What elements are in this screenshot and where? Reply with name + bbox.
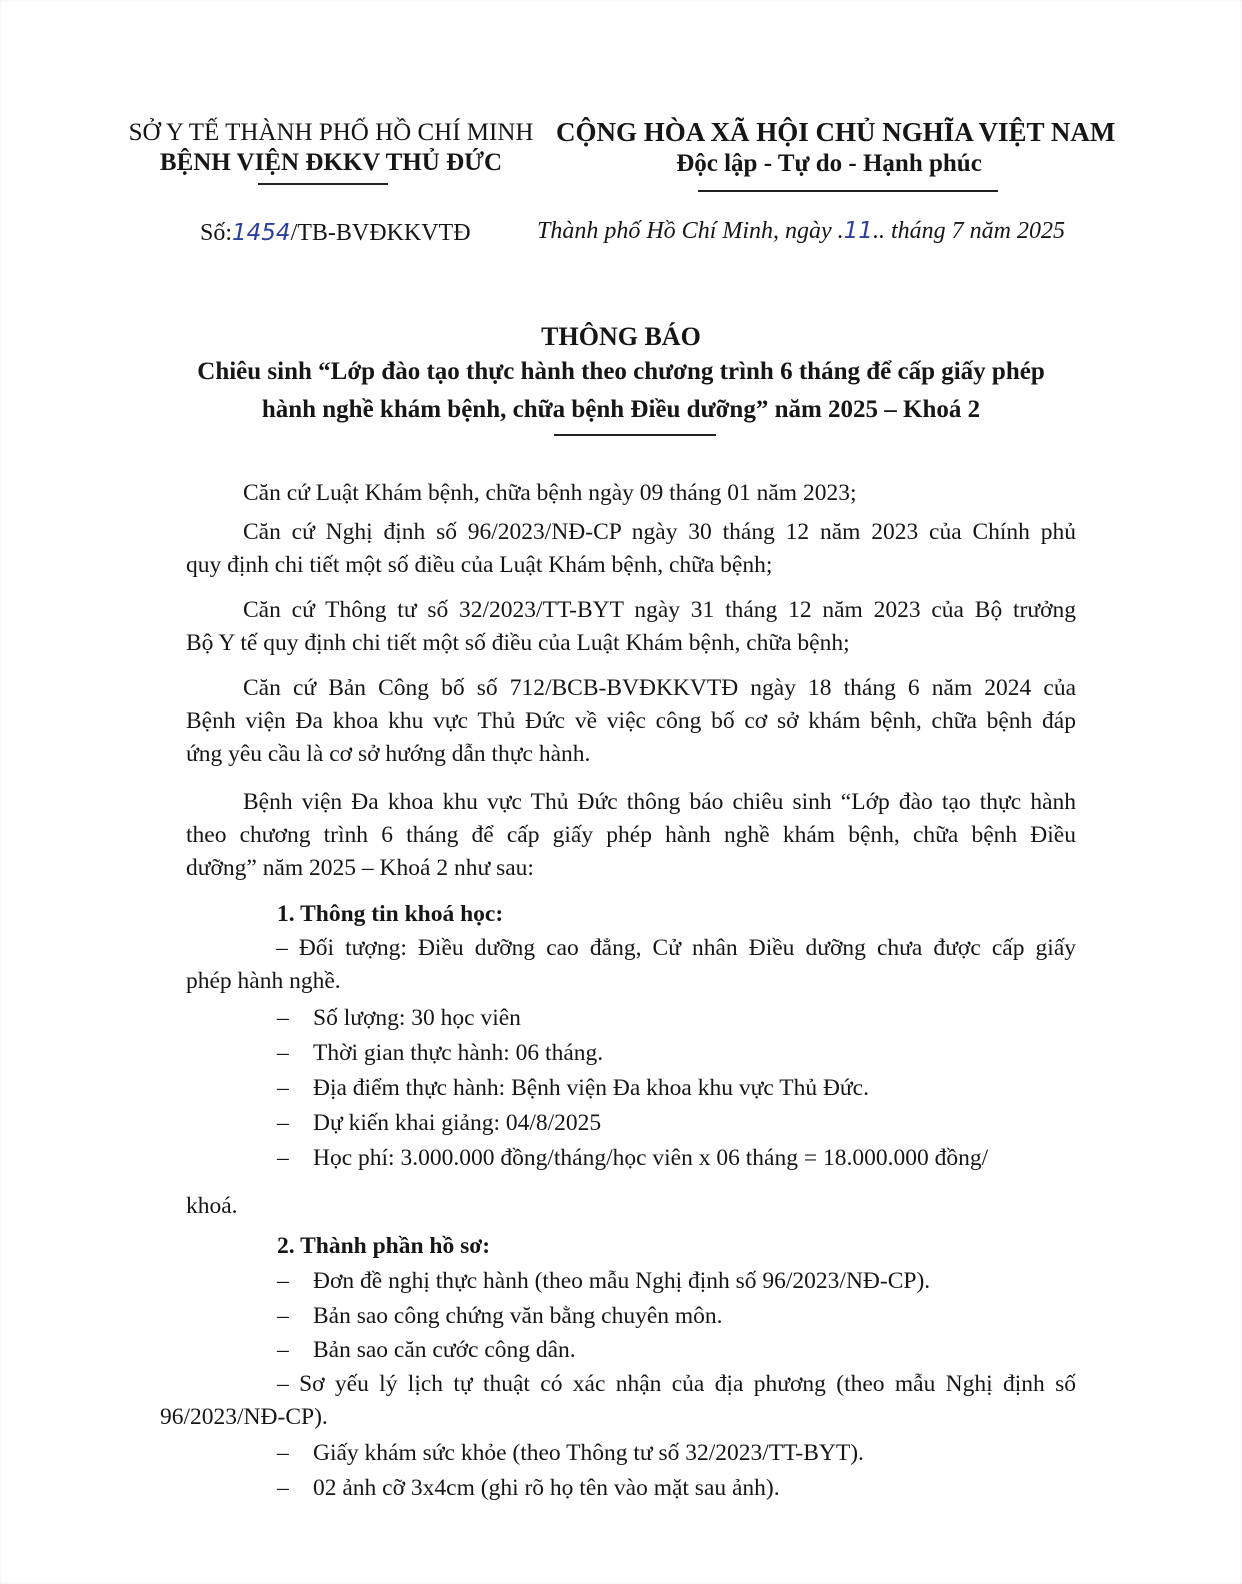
header-parent-agency: SỞ Y TẾ THÀNH PHỐ HỒ CHÍ MINH	[128, 119, 534, 146]
bullet-dash: –	[277, 1268, 289, 1294]
section1-target	[186, 932, 1076, 998]
header-hospital-name: BỆNH VIỆN ĐKKV THỦ ĐỨC	[159, 149, 503, 176]
section2-resume-line1: – Sơ yếu lý lịch tự thuật có xác nhận của địa phương (theo mẫu Nghị định số	[277, 1371, 1076, 1397]
section1-location	[277, 1072, 869, 1105]
section2-health-certificate	[277, 1437, 864, 1470]
notice-heading: THÔNG BÁO	[541, 322, 701, 351]
legal-basis-4	[186, 672, 1076, 771]
header-motto: Độc lập - Tự do - Hạnh phúc	[676, 150, 982, 177]
section2-resume-line2: 96/2023/NĐ-CP).	[160, 1404, 328, 1430]
bullet-dash: –	[277, 1075, 289, 1101]
header-country-name: CỘNG HÒA XÃ HỘI CHỦ NGHĨA VIỆT NAM	[556, 117, 1116, 147]
header-left-rule	[258, 183, 388, 185]
legal-basis-2-line2: quy định chi tiết một số điều của Luật Khám bệnh, chữa bệnh;	[186, 552, 773, 578]
start-date-text: Dự kiến khai giảng: 04/8/2025	[313, 1110, 602, 1136]
bullet-dash: –	[277, 1475, 289, 1501]
number-prefix: Số:	[200, 220, 233, 246]
legal-basis-3-line1: Căn cứ Thông tư số 32/2023/TT-BYT ngày 31 tháng 12 năm 2023 của Bộ trưởng	[243, 597, 1076, 623]
legal-basis-4-line1: Căn cứ Bản Công bố số 712/BCB-BVĐKKVTĐ ngày 18 tháng 6 năm 2024 của	[243, 675, 1076, 701]
title-rule	[554, 434, 716, 436]
header-national	[556, 116, 1116, 180]
section2-diploma-copy	[277, 1300, 723, 1333]
date-suffix: .. tháng 7 năm 2025	[872, 218, 1065, 244]
section1-duration	[277, 1037, 603, 1070]
health-certificate-text: Giấy khám sức khỏe (theo Thông tư số 32/2023/TT-BYT).	[313, 1440, 864, 1466]
subtitle-line1-text: Chiêu sinh “Lớp đào tạo thực hành theo chương trình 6 tháng để cấp giấy phép	[197, 358, 1045, 385]
legal-basis-2-line1: Căn cứ Nghị định số 96/2023/NĐ-CP ngày 30 tháng 12 năm 2023 của Chính phủ	[243, 519, 1076, 545]
header-agency	[126, 118, 536, 178]
handwritten-day: 11	[843, 218, 873, 244]
legal-basis-2	[186, 516, 1076, 582]
number-suffix: /TB-BVĐKKVTĐ	[290, 220, 471, 246]
section1-quantity	[277, 1002, 521, 1035]
announcement-line3: dưỡng” năm 2025 – Khoá 2 như sau:	[186, 855, 534, 881]
quantity-text: Số lượng: 30 học viên	[313, 1005, 521, 1031]
legal-basis-4-line3: ứng yêu cầu là cơ sở hướng dẫn thực hành.	[186, 741, 591, 767]
document-date	[537, 216, 1065, 246]
bullet-dash: –	[277, 1145, 289, 1171]
document-number	[200, 218, 471, 248]
header-right-rule	[698, 190, 998, 192]
diploma-copy-text: Bản sao công chứng văn bằng chuyên môn.	[313, 1303, 723, 1329]
bullet-dash: –	[277, 1040, 289, 1066]
duration-text: Thời gian thực hành: 06 tháng.	[313, 1040, 604, 1066]
id-copy-text: Bản sao căn cước công dân.	[313, 1337, 576, 1363]
legal-basis-3-line2: Bộ Y tế quy định chi tiết một số điều của Luật Khám bệnh, chữa bệnh;	[186, 630, 850, 656]
section2-resume	[160, 1368, 1076, 1434]
location-text: Địa điểm thực hành: Bệnh viện Đa khoa khu vực Thủ Đức.	[313, 1075, 869, 1101]
section1-start-date	[277, 1107, 601, 1140]
section1-tuition	[277, 1142, 988, 1175]
handwritten-number: 1454	[232, 220, 291, 246]
photos-text: 02 ảnh cỡ 3x4cm (ghi rõ họ tên vào mặt sau ảnh).	[313, 1475, 780, 1501]
application-form-text: Đơn đề nghị thực hành (theo mẫu Nghị định số 96/2023/NĐ-CP).	[313, 1268, 931, 1294]
date-prefix: Thành phố Hồ Chí Minh, ngày .	[537, 218, 844, 244]
section1-heading: 1. Thông tin khoá học:	[277, 901, 504, 927]
section1-target-line2: phép hành nghề.	[186, 968, 341, 994]
bullet-dash: –	[277, 1303, 289, 1329]
legal-basis-1: Căn cứ Luật Khám bệnh, chữa bệnh ngày 09 tháng 01 năm 2023;	[243, 480, 857, 506]
legal-basis-4-line2: Bệnh viện Đa khoa khu vực Thủ Đức về việc công bố cơ sở khám bệnh, chữa bệnh đáp	[186, 708, 1076, 734]
bullet-dash: –	[277, 1440, 289, 1466]
section1-target-line1: – Đối tượng: Điều dưỡng cao đẳng, Cử nhân Điều dưỡng chưa được cấp giấy	[276, 935, 1076, 961]
legal-basis-3	[186, 594, 1076, 660]
section2-photos	[277, 1472, 780, 1505]
section1-tuition-cont: khoá.	[186, 1193, 238, 1219]
notice-subtitle-line1	[0, 355, 1242, 389]
section2-heading: 2. Thành phần hồ sơ:	[277, 1233, 491, 1259]
notice-subtitle-line2: hành nghề khám bệnh, chữa bệnh Điều dưỡng” năm 2025 – Khoá 2	[261, 396, 981, 423]
announcement-line1: Bệnh viện Đa khoa khu vực Thủ Đức thông báo chiêu sinh “Lớp đào tạo thực hành	[243, 789, 1076, 815]
announcement-paragraph	[186, 786, 1076, 885]
announcement-line2: theo chương trình 6 tháng để cấp giấy phép hành nghề khám bệnh, chữa bệnh Điều	[186, 822, 1076, 848]
bullet-dash: –	[277, 1337, 289, 1363]
section2-id-copy	[277, 1334, 576, 1367]
bullet-dash: –	[277, 1110, 289, 1136]
section2-application-form	[277, 1265, 930, 1298]
tuition-text: Học phí: 3.000.000 đồng/tháng/học viên x 06 tháng = 18.000.000 đồng/	[313, 1145, 989, 1171]
bullet-dash: –	[277, 1005, 289, 1031]
